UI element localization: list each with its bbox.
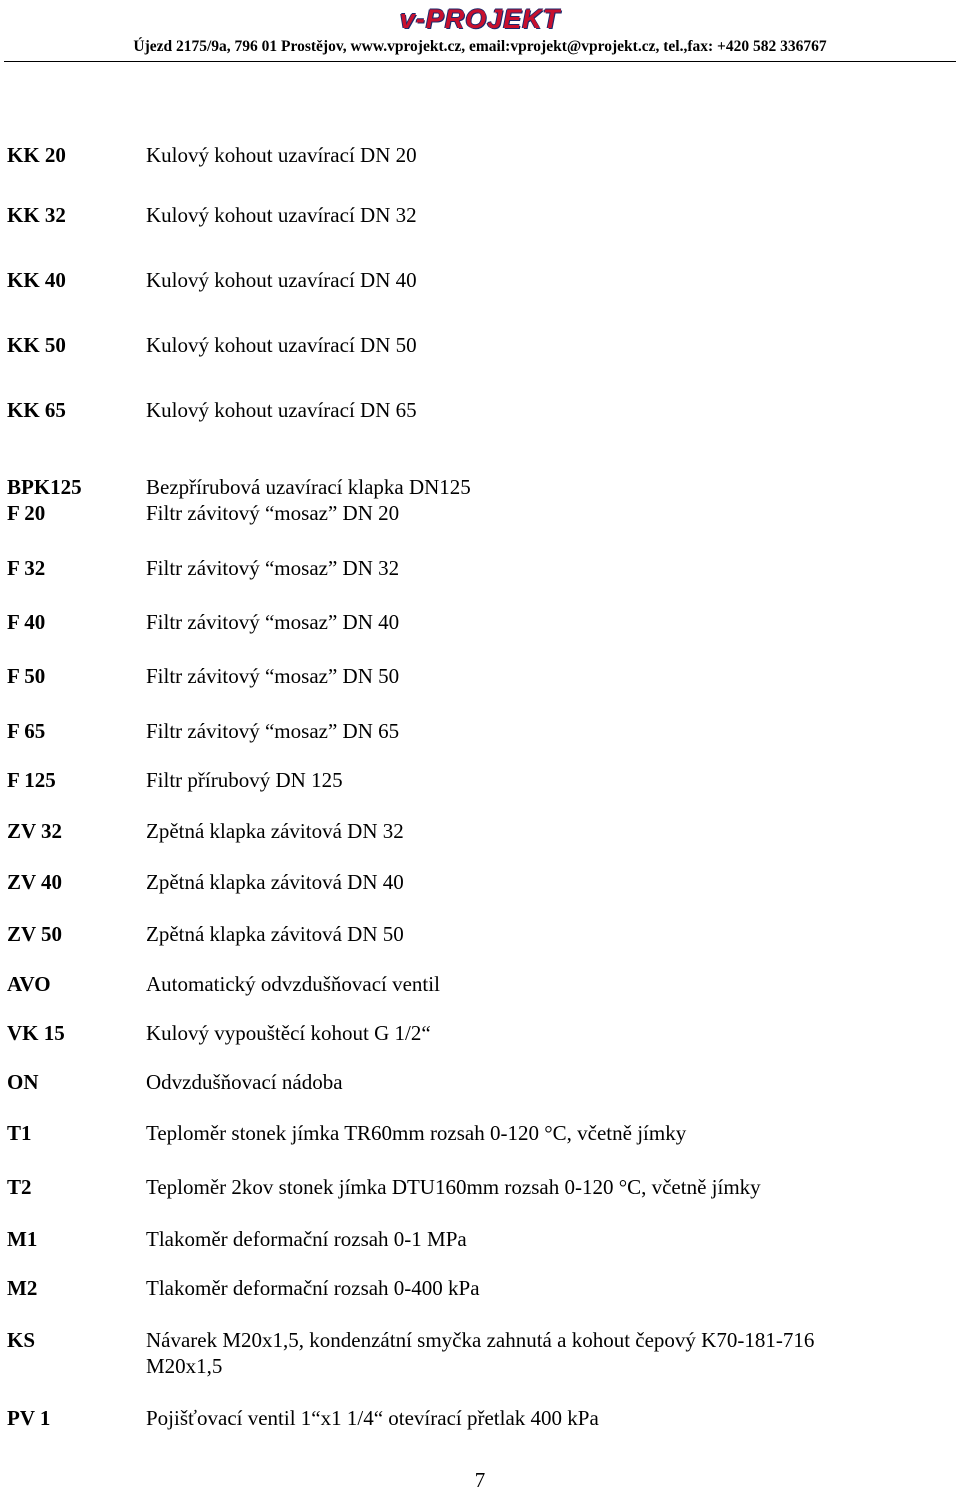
item-code: KK 65 bbox=[7, 398, 66, 422]
item-code: F 32 bbox=[7, 556, 46, 580]
item-code: BPK125 bbox=[7, 475, 82, 499]
item-description: Zpětná klapka závitová DN 32 bbox=[146, 819, 404, 843]
item-description: Filtr závitový “mosaz” DN 65 bbox=[146, 719, 400, 743]
item-code: VK 15 bbox=[7, 1021, 65, 1045]
item-description: Teploměr 2kov stonek jímka DTU160mm rozsah 0-120 °C, včetně jímky bbox=[146, 1175, 761, 1199]
item-description: Teploměr stonek jímka TR60mm rozsah 0-120 °C, včetně jímky bbox=[146, 1121, 687, 1145]
item-description: Zpětná klapka závitová DN 50 bbox=[146, 922, 404, 946]
item-description: Filtr závitový “mosaz” DN 40 bbox=[146, 610, 400, 634]
item-description: Zpětná klapka závitová DN 40 bbox=[146, 870, 404, 894]
item-code: KK 32 bbox=[7, 203, 66, 227]
item-code: ON bbox=[7, 1070, 39, 1094]
item-code: ZV 40 bbox=[7, 870, 63, 894]
item-description: Kulový kohout uzavírací DN 40 bbox=[146, 268, 417, 292]
page-header bbox=[0, 0, 960, 64]
item-description: Kulový kohout uzavírací DN 65 bbox=[146, 398, 417, 422]
item-description: Automatický odvzdušňovací ventil bbox=[146, 972, 440, 996]
item-description: Odvzdušňovací nádoba bbox=[146, 1070, 343, 1094]
item-code: KK 20 bbox=[7, 143, 66, 167]
item-code: KK 40 bbox=[7, 268, 66, 292]
header-divider bbox=[4, 61, 956, 62]
item-code: T1 bbox=[7, 1121, 32, 1145]
item-description: Filtr přírubový DN 125 bbox=[146, 768, 343, 792]
item-description: Kulový kohout uzavírací DN 20 bbox=[146, 143, 417, 167]
company-logo: v-PROJEKT bbox=[399, 4, 561, 34]
item-code: KK 50 bbox=[7, 333, 66, 357]
item-description: Tlakoměr deformační rozsah 0-400 kPa bbox=[146, 1276, 480, 1300]
item-description: Návarek M20x1,5, kondenzátní smyčka zahnutá a kohout čepový K70-181-716 bbox=[146, 1328, 815, 1352]
item-code: ZV 32 bbox=[7, 819, 63, 843]
company-address: Újezd 2175/9a, 796 01 Prostějov, www.vprojekt.cz, email:vprojekt@vprojekt.cz, tel.,fax: +420 582 336767 bbox=[133, 38, 827, 55]
item-description: Filtr závitový “mosaz” DN 20 bbox=[146, 501, 400, 525]
item-code: F 50 bbox=[7, 664, 46, 688]
item-description: Pojišťovací ventil 1“x1 1/4“ otevírací přetlak 400 kPa bbox=[146, 1406, 599, 1430]
item-code: KS bbox=[7, 1328, 36, 1352]
item-code: F 65 bbox=[7, 719, 46, 743]
item-code: F 40 bbox=[7, 610, 46, 634]
page-number: 7 bbox=[474, 1468, 486, 1492]
item-code: M1 bbox=[7, 1227, 38, 1251]
item-code: PV 1 bbox=[7, 1406, 51, 1430]
item-code: T2 bbox=[7, 1175, 32, 1199]
item-code: ZV 50 bbox=[7, 922, 63, 946]
item-code: F 125 bbox=[7, 768, 56, 792]
item-description-continued: M20x1,5 bbox=[146, 1354, 223, 1378]
item-description: Kulový vypouštěcí kohout G 1/2“ bbox=[146, 1021, 431, 1045]
item-description: Bezpřírubová uzavírací klapka DN125 bbox=[146, 475, 471, 499]
item-description: Tlakoměr deformační rozsah 0-1 MPa bbox=[146, 1227, 467, 1251]
item-code: M2 bbox=[7, 1276, 38, 1300]
item-code: F 20 bbox=[7, 501, 46, 525]
item-code: AVO bbox=[7, 972, 51, 996]
item-description: Kulový kohout uzavírací DN 32 bbox=[146, 203, 417, 227]
item-description: Filtr závitový “mosaz” DN 32 bbox=[146, 556, 400, 580]
item-description: Filtr závitový “mosaz” DN 50 bbox=[146, 664, 400, 688]
item-description: Kulový kohout uzavírací DN 50 bbox=[146, 333, 417, 357]
